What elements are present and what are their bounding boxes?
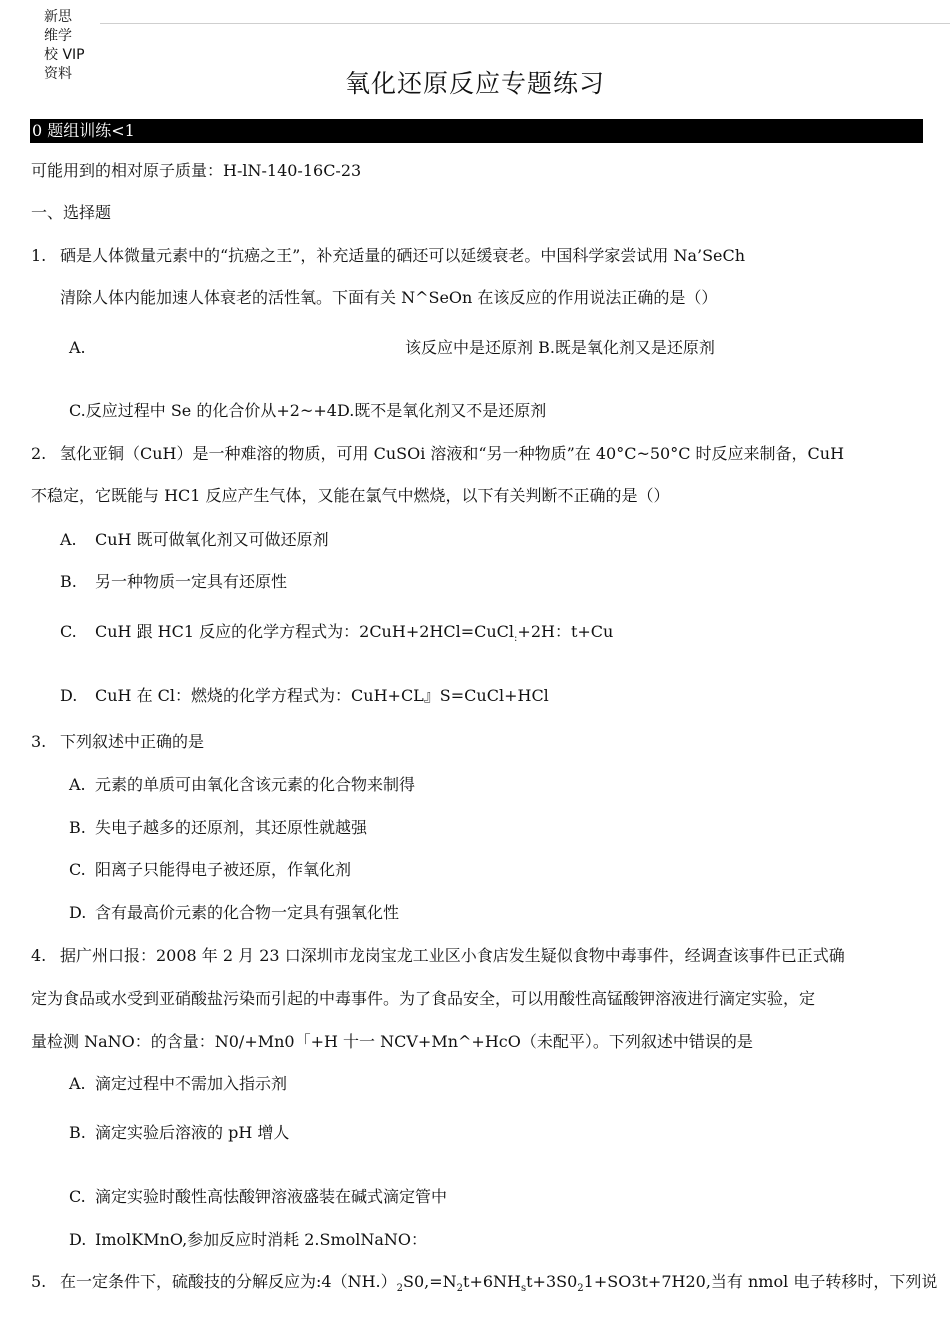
option-text-tail: +2H：t+Cu: [517, 622, 614, 641]
option-label: D.: [69, 903, 87, 922]
option-label: A.: [69, 775, 86, 794]
question-text: 清除人体内能加速人体衰老的活性氧。下面有关 N^SeOn 在该反应的作用说法正确的是（）: [60, 288, 718, 307]
question-number: 2.: [31, 444, 47, 463]
option-label: B.: [60, 572, 77, 591]
option-label: D.: [60, 686, 78, 705]
option-text-main: CuH 跟 HC1 反应的化学方程式为：2CuH+2HCl=CuCl: [95, 622, 515, 641]
question-text: [60, 1271, 937, 1300]
logo-line: 新思: [44, 9, 72, 25]
option-text: 含有最高价元素的化合物一定具有强氧化性: [95, 903, 400, 922]
option-label: D.: [69, 1230, 87, 1249]
question-number: 3.: [31, 732, 47, 751]
subscript: 2: [456, 1283, 464, 1295]
option-text: 该反应中是还原剂 B.既是氧化剂又是还原剂: [405, 338, 715, 357]
option-text: CuH 在 Cl：燃烧的化学方程式为：CuH+CL』S=CuCl+HCl: [95, 686, 549, 705]
question-text: 硒是人体微量元素中的“抗癌之王”，补充适量的硒还可以延缓衰老。中国科学家尝试用 Na’SeCh: [60, 246, 746, 265]
option-label: A.: [69, 338, 86, 357]
question-text: 氢化亚铜（CuH）是一种难溶的物质，可用 CuSOi 溶液和“另一种物质”在 40°C~50°C 时反应来制备，CuH: [60, 444, 845, 463]
option-label: B.: [69, 1123, 86, 1142]
page-title: 氧化还原反应专题练习: [344, 69, 605, 98]
option-label: A.: [60, 530, 77, 549]
option-text: CuH 既可做氧化剂又可做还原剂: [95, 530, 329, 549]
option-label: B.: [69, 818, 86, 837]
atomic-mass-note: 可能用到的相对原子质量：H-lN-140-16C-23: [31, 161, 362, 180]
option-text: 另一种物质一定具有还原性: [95, 572, 288, 591]
header-rule: [100, 23, 950, 24]
text-part: S0,=N: [403, 1272, 457, 1291]
subscript: 2: [577, 1283, 584, 1295]
text-part: 1+SO3t+7H20,当有 nmol 电子转移时，下列说: [583, 1272, 938, 1291]
question-text: 下列叙述中正确的是: [60, 732, 205, 751]
question-text: 量检测 NaNO：的含量：N0/+Mn0「+H 十一 NCV+Mn^+HcO（未配平）。下列叙述中错误的是: [31, 1032, 753, 1051]
question-number: 5.: [31, 1272, 47, 1291]
option-text: 滴定实验后溶液的 pH 增人: [95, 1123, 290, 1142]
option-text: 失电子越多的还原剂，其还原性就越强: [95, 818, 368, 837]
option-text-sub: :: [514, 633, 518, 645]
option-text: 滴定实验时酸性高怯酸钾溶液盛装在碱式滴定管中: [95, 1187, 448, 1206]
section-heading: 一、选择题: [31, 203, 112, 222]
option-text: 阳离子只能得电子被还原，作氧化剂: [95, 860, 352, 879]
option-text: 滴定过程中不需加入指示剂: [95, 1074, 288, 1093]
subscript: s: [520, 1283, 527, 1295]
logo-line: 资料: [44, 66, 72, 82]
question-number: 4.: [31, 946, 47, 965]
subscript: 2: [396, 1283, 403, 1295]
logo-line: 校 VIP: [44, 47, 85, 63]
logo-line: 维学: [44, 28, 72, 44]
question-text: 定为食品或水受到亚硝酸盐污染而引起的中毒事件。为了食品安全，可以用酸性高锰酸钾溶液进行滴定实验，定: [31, 989, 816, 1008]
option-label: A.: [69, 1074, 86, 1093]
question-number: 1.: [31, 246, 47, 265]
text-part: 在一定条件下，硫酸技的分解反应为:4（NH.）: [60, 1272, 397, 1291]
section-bar: 0 题组训练<1: [30, 119, 923, 143]
option-text: ImolKMnO,参加反应时消耗 2.SmolNaNO：: [95, 1230, 428, 1249]
option-label: C.: [69, 1187, 86, 1206]
option-label: C.: [60, 622, 77, 641]
option-label: C.: [69, 860, 86, 879]
option-text: 元素的单质可由氧化含该元素的化合物来制得: [95, 775, 416, 794]
text-part: t+6NH: [463, 1272, 521, 1291]
question-text: 据广州口报：2008 年 2 月 23 口深圳市龙岗宝龙工业区小食店发生疑似食物中毒事件，经调查该事件已正式确: [60, 946, 845, 965]
option-text: C.反应过程中 Se 的化合价从+2~+4D.既不是氧化剂又不是还原剂: [69, 401, 547, 420]
option-text: [95, 621, 613, 650]
question-text: 不稳定，它既能与 HC1 反应产生气体，又能在氯气中燃烧，以下有关判断不正确的是（）: [31, 486, 670, 505]
text-part: t+3S0: [526, 1272, 578, 1291]
